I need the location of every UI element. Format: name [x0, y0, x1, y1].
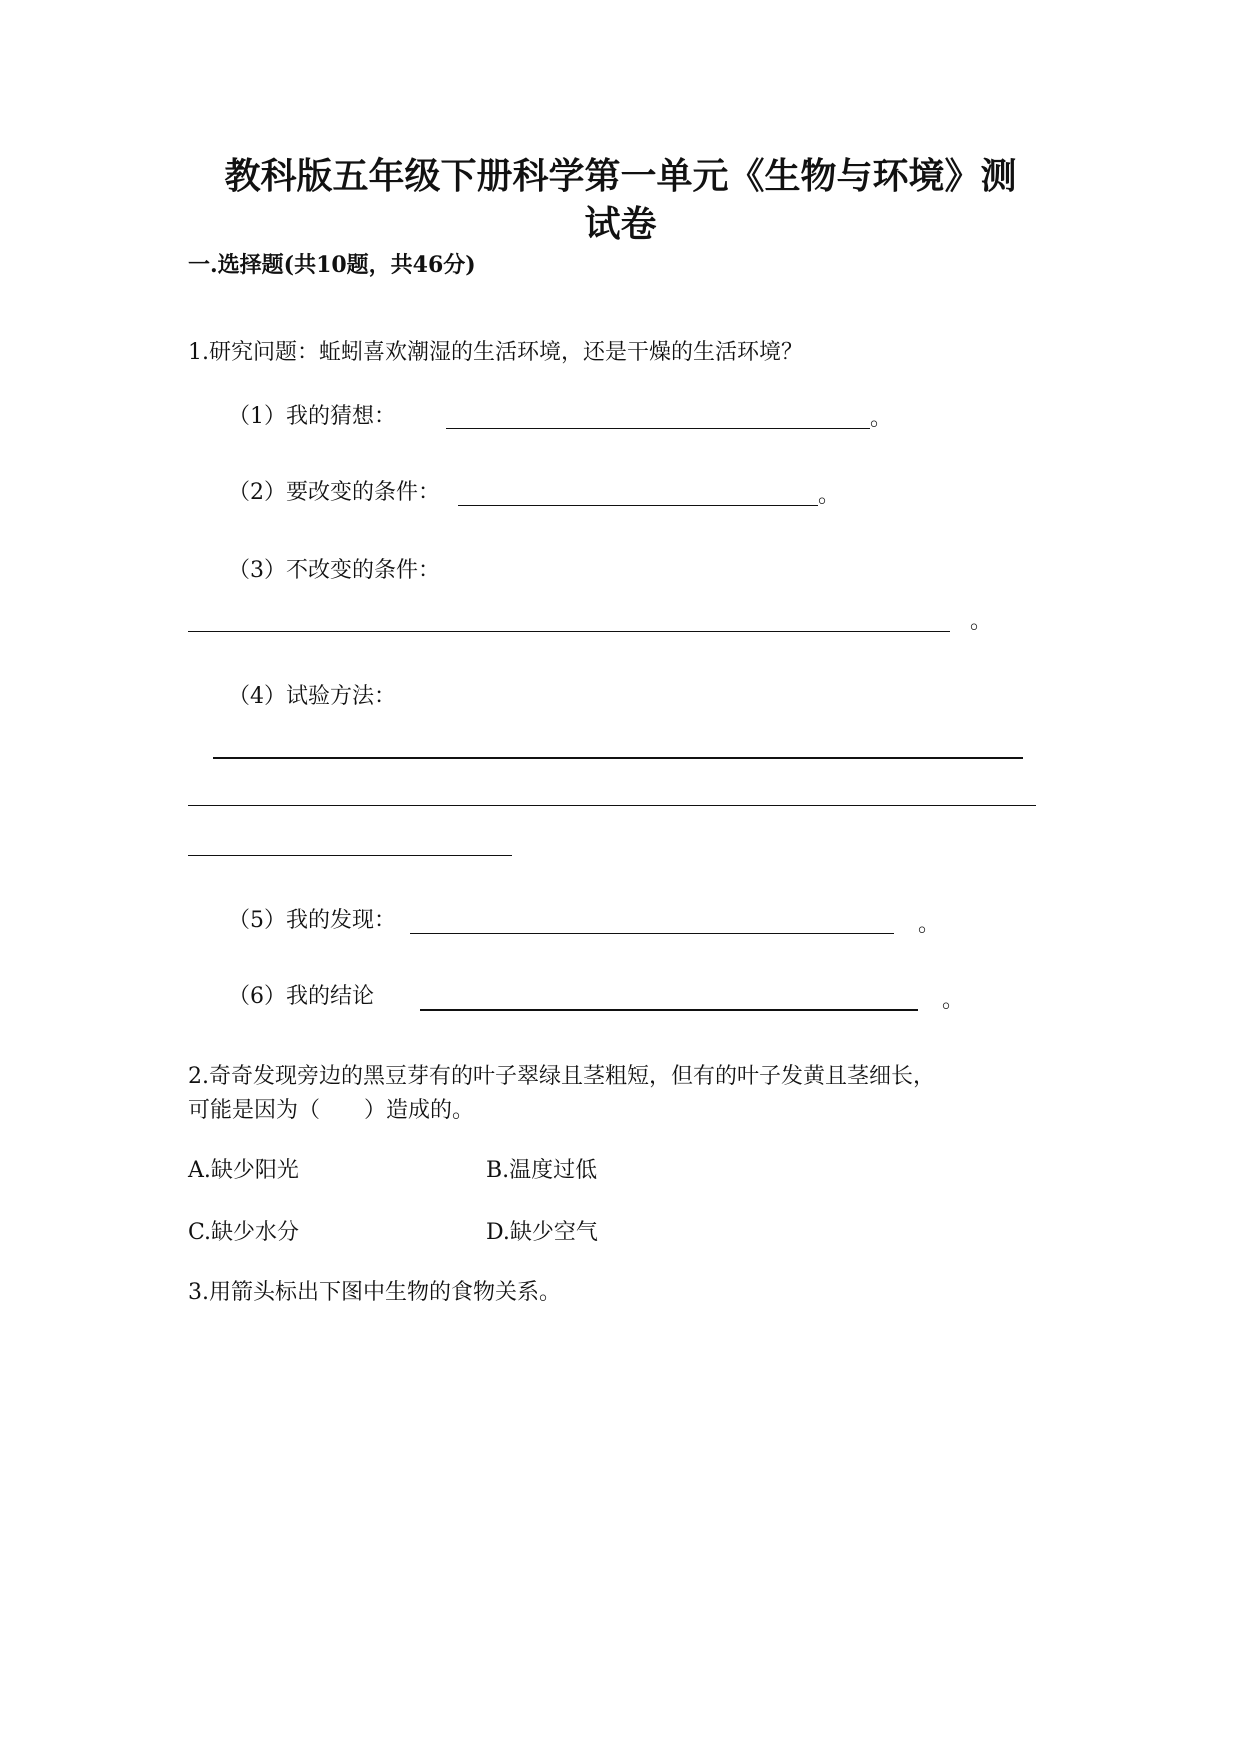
q1-item6-label: （6）我的结论 — [228, 984, 374, 1009]
q1-item4-answer-line-3[interactable] — [188, 855, 512, 856]
q1-item3-answer-line[interactable] — [188, 631, 950, 632]
q2-option-c[interactable]: C.缺少水分 — [188, 1220, 300, 1245]
q1-item2-end: 。 — [818, 483, 841, 508]
q1-item5-label: （5）我的发现： — [228, 908, 396, 933]
q1-item2-answer-line[interactable] — [458, 505, 818, 506]
q1-item1-answer-line[interactable] — [446, 428, 870, 429]
page-title-line2: 试卷 — [584, 203, 657, 245]
page-title-line1: 教科版五年级下册科学第一单元《生物与环境》测 — [224, 155, 1017, 197]
q1-item3-label: （3）不改变的条件： — [228, 558, 440, 583]
q1-item2-label: （2）要改变的条件： — [228, 480, 440, 505]
q1-item1-label: （1）我的猜想： — [228, 404, 396, 429]
q1-item5-answer-line[interactable] — [410, 933, 894, 934]
q1-item1-end: 。 — [870, 406, 893, 431]
q3-stem: 3.用箭头标出下图中生物的食物关系。 — [188, 1280, 561, 1305]
q1-item6-end: 。 — [942, 988, 965, 1013]
page-title — [0, 152, 1241, 248]
q2-stem-line1: 2.奇奇发现旁边的黑豆芽有的叶子翠绿且茎粗短，但有的叶子发黄且茎细长， — [188, 1064, 935, 1089]
q2-stem-line2: 可能是因为（ ）造成的。 — [188, 1098, 475, 1123]
section-heading: 一.选择题(共10题，共46分) — [188, 252, 476, 278]
q1-item4-label: （4）试验方法： — [228, 684, 396, 709]
q1-item6-answer-line[interactable] — [420, 1009, 918, 1011]
q1-item4-answer-line-1[interactable] — [213, 757, 1023, 759]
q2-option-a[interactable]: A.缺少阳光 — [188, 1158, 299, 1183]
q2-option-d[interactable]: D.缺少空气 — [486, 1220, 598, 1245]
q2-option-b[interactable]: B.温度过低 — [486, 1158, 598, 1183]
q1-item3-end: 。 — [970, 609, 993, 634]
q1-item5-end: 。 — [918, 912, 941, 937]
q1-item4-answer-line-2[interactable] — [188, 805, 1036, 806]
q1-stem: 1.研究问题：蚯蚓喜欢潮湿的生活环境，还是干燥的生活环境？ — [188, 340, 803, 365]
